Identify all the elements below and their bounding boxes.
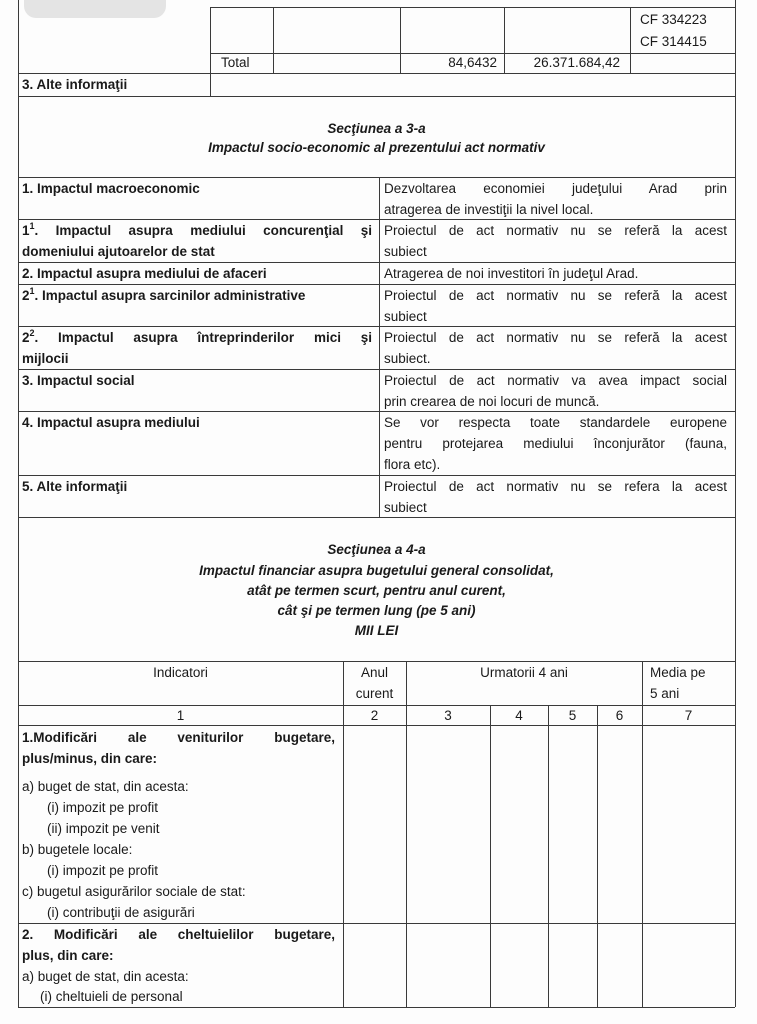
impact-label: 2. Impactul asupra mediului de afaceri — [22, 266, 267, 281]
col-number: 1 — [176, 708, 185, 723]
impact-value-line: Proiectul de act normativ va avea impact social — [384, 373, 727, 388]
indicator-line: (i) impozit pe profit — [47, 800, 159, 815]
col-number: 7 — [684, 708, 693, 723]
impact-value-line: subiect — [384, 309, 427, 324]
total-value: 26.371.684,42 — [533, 55, 620, 70]
header-indicatori: Indicatori — [153, 665, 208, 680]
header-media: Media pe — [650, 665, 706, 680]
indicator-line: (ii) impozit pe venit — [47, 821, 160, 836]
indicator-line: (i) cheltuieli de personal — [40, 989, 183, 1004]
impact-label-line: mijlocii — [22, 351, 69, 366]
header-media: 5 ani — [650, 686, 680, 701]
impact-label: $1^1$. Impactul asupra mediului concurenţial şi — [22, 220, 372, 238]
indicator-line: 2. Modificări ale cheltuielilor bugetare, — [22, 927, 335, 942]
impact-label-line: domeniului ajutoarelor de stat — [22, 244, 215, 259]
col-number: 6 — [615, 708, 624, 723]
impact-value-line: Proiectul de act normativ nu se referă la acest — [384, 288, 727, 303]
section-4-subtitle-line: atât pe termen scurt, pentru anul curent, — [247, 583, 506, 598]
indicator-line: a) buget de stat, din acesta: — [22, 779, 189, 794]
impact-value-line: Proiectul de act normativ nu se referă la acest — [384, 330, 727, 345]
cf-line: CF 334223 — [640, 12, 707, 27]
impact-label: 5. Alte informaţii — [22, 479, 128, 494]
section-4-title: Secţiunea a 4-a — [327, 542, 426, 557]
indicator-line: b) bugetele locale: — [22, 842, 133, 857]
col-number: 5 — [568, 708, 577, 723]
impact-value-line: Atragerea de noi investitori în judeţul Arad. — [384, 266, 639, 281]
col-number: 3 — [444, 708, 452, 723]
indicator-line: plus, din care: — [22, 948, 114, 963]
impact-label: 4. Impactul asupra mediului — [22, 415, 200, 430]
impact-value-line: pentru protejarea mediului înconjurător (fauna, — [384, 436, 727, 451]
section-3-title: Secţiunea a 3-a — [327, 121, 426, 136]
impact-label: $2^2$. Impactul asupra întreprinderilor mici şi — [22, 327, 372, 345]
total-label: Total — [221, 55, 250, 70]
indicator-line: a) buget de stat, din acesta: — [22, 969, 189, 984]
cf-line: CF 314415 — [640, 34, 707, 49]
indicator-line: c) bugetul asigurărilor sociale de stat: — [22, 884, 246, 899]
total-area: 84,6432 — [448, 55, 497, 70]
col-number: 4 — [515, 708, 523, 723]
impact-value-line: subiect — [384, 244, 427, 259]
impact-label: 1. Impactul macroeconomic — [22, 181, 200, 196]
impact-value-line: Dezvoltarea economiei judeţului Arad prin — [384, 181, 727, 196]
impact-value-line: atragerea de investiţii la nivel local. — [384, 202, 594, 217]
alte-informatii-3: 3. Alte informaţii — [22, 77, 128, 92]
impact-value-line: subiect — [384, 500, 427, 515]
impact-label: $2^1$. Impactul asupra sarcinilor administrative — [22, 285, 306, 303]
section-4-subtitle-line: cât şi pe termen lung (pe 5 ani) — [277, 603, 476, 618]
indicator-line: (i) impozit pe profit — [47, 863, 159, 878]
header-anul-curent: curent — [355, 686, 394, 701]
indicator-line: plus/minus, din care: — [22, 751, 158, 766]
indicator-line: 1.Modificări ale veniturilor bugetare, — [22, 730, 335, 745]
impact-value-line: flora etc). — [384, 457, 441, 472]
section-3-subtitle: Impactul socio-economic al prezentului act normativ — [208, 140, 545, 155]
impact-value-line: Proiectul de act normativ nu se referă la acest — [384, 223, 727, 238]
impact-label: 3. Impactul social — [22, 373, 135, 388]
impact-value-line: Proiectul de act normativ nu se refera la acest — [384, 479, 727, 494]
section-4-subtitle-line: MII LEI — [354, 623, 399, 638]
viewer-tab-overlay — [24, 0, 166, 18]
impact-value-line: subiect. — [384, 351, 431, 366]
col-number: 2 — [370, 708, 379, 723]
header-anul-curent: Anul — [360, 665, 389, 680]
impact-value-line: Se vor respecta toate standardele europene — [384, 415, 727, 430]
impact-value-line: prin crearea de noi locuri de muncă. — [384, 394, 600, 409]
section-4-subtitle-line: Impactul financiar asupra bugetului general consolidat, — [199, 563, 554, 578]
indicator-line: (i) contribuţii de asigurări — [47, 905, 195, 920]
header-urmatorii: Urmatorii 4 ani — [480, 665, 568, 680]
